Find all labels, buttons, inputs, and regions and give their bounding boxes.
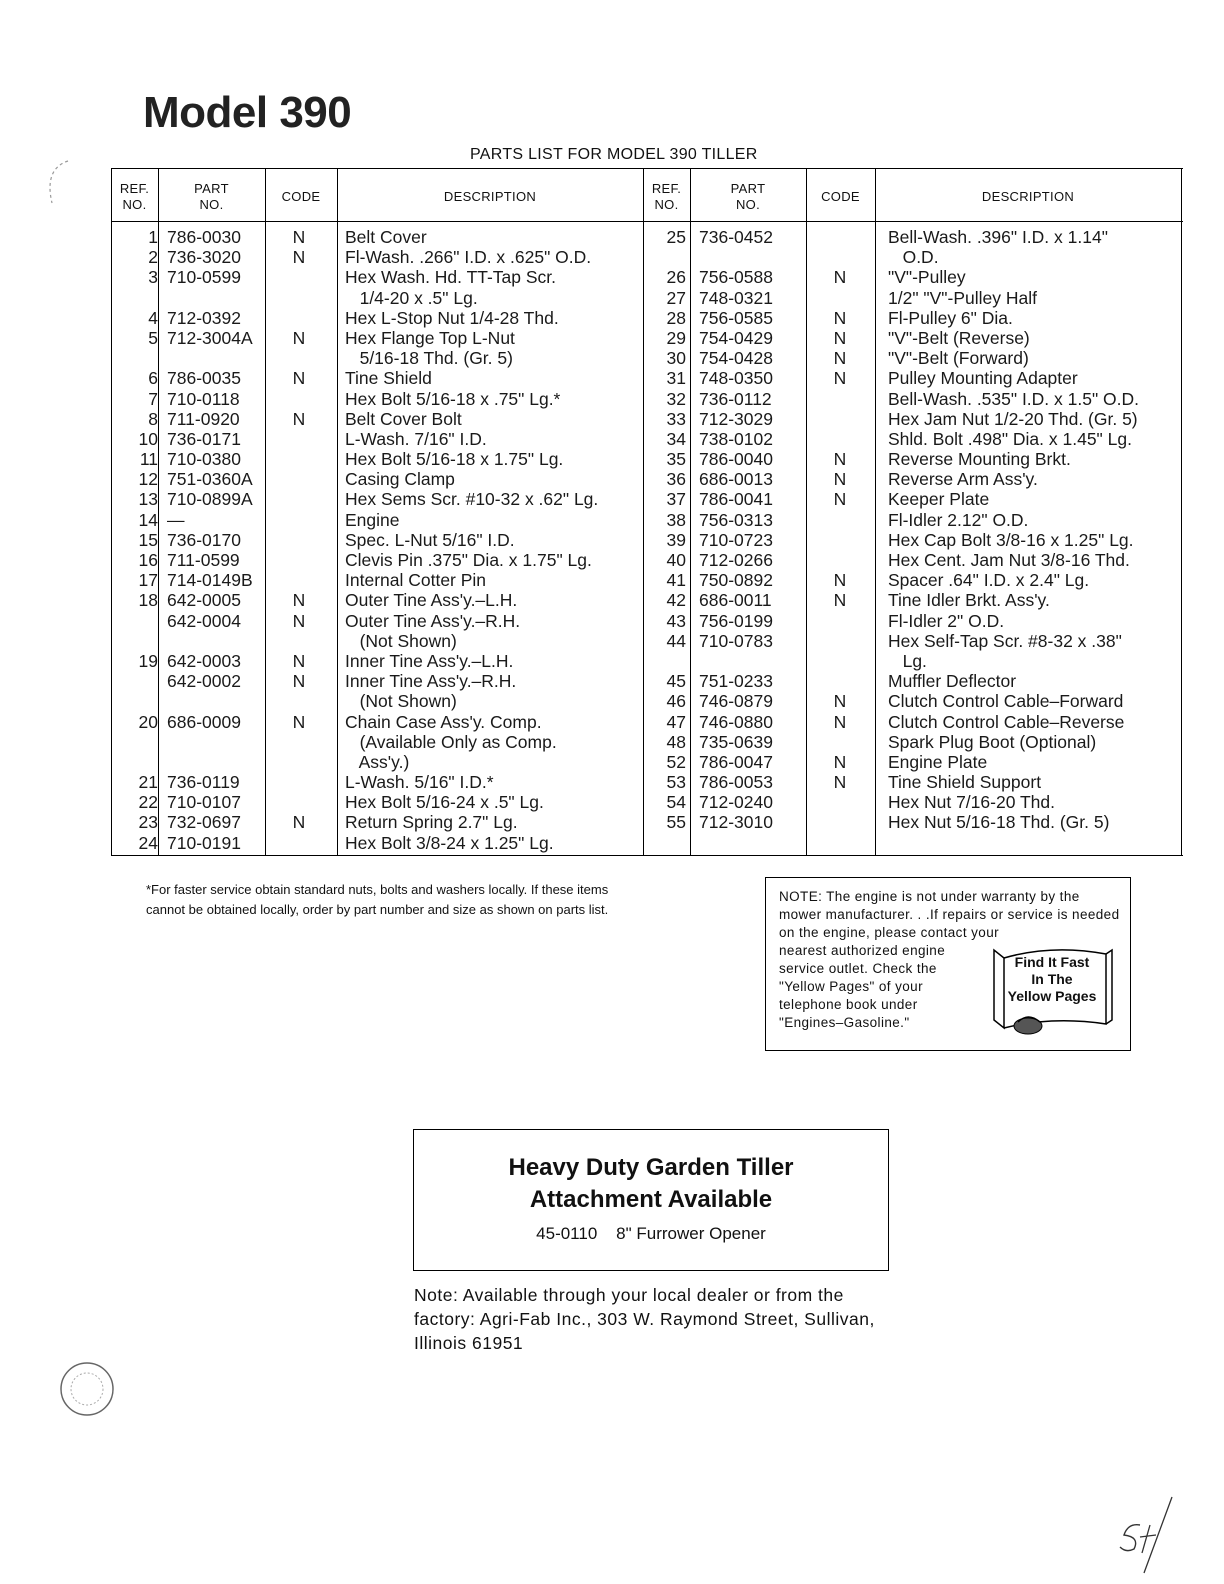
left-part-cell [167, 732, 253, 752]
badge-line-3: Yellow Pages [1007, 988, 1097, 1004]
header-description: DESCRIPTION [443, 189, 537, 204]
header-code: CODE [281, 189, 321, 204]
badge-line-1: Find It Fast [1014, 954, 1090, 970]
left-ref-cell: 13 [138, 489, 158, 510]
parts-table [111, 168, 1183, 856]
right-ref-cell: 54 [666, 792, 686, 813]
left-part-cell: 712-0392 [167, 307, 241, 328]
left-code-cell [264, 833, 334, 853]
left-ref-cell: 7 [148, 388, 158, 409]
right-code-cell: N [833, 590, 847, 611]
page-title: Model 390 [143, 88, 352, 137]
left-desc-cell: Hex Wash. Hd. TT-Tap Scr. [345, 267, 557, 288]
left-desc-cell: L-Wash. 5/16" I.D.* [345, 772, 494, 793]
left-part-cell: 710-0191 [167, 832, 241, 853]
left-ref-cell: 5 [148, 327, 158, 348]
left-code-cell [264, 550, 334, 570]
left-ref-cell: 21 [138, 772, 158, 793]
left-part-cell: 711-0599 [167, 550, 240, 570]
right-code-cell [805, 429, 875, 449]
left-desc-cell: (Not Shown) [345, 691, 457, 712]
left-ref-cell [116, 671, 158, 691]
left-code-cell [264, 570, 334, 590]
left-part-cell: 736-0119 [167, 772, 240, 793]
right-part-cell: 712-3010 [699, 812, 773, 833]
left-desc-cell: Outer Tine Ass'y.–R.H. [345, 610, 521, 631]
left-part-cell: 736-0171 [167, 428, 241, 449]
right-ref-cell [638, 247, 686, 267]
right-ref-cell: 41 [666, 570, 686, 591]
left-part-cell [167, 752, 253, 772]
left-code-cell: N [292, 650, 306, 671]
left-code-cell [264, 288, 334, 308]
right-part-cell: 710-0723 [699, 529, 773, 550]
right-part-cell: 712-3029 [699, 408, 773, 429]
right-ref-cell: 44 [666, 630, 686, 651]
right-part-cell [699, 651, 773, 671]
left-desc-cell: (Available Only as Comp. [345, 731, 557, 752]
left-ref-cell [116, 732, 158, 752]
left-code-cell: N [292, 408, 306, 429]
left-part-cell [167, 691, 253, 711]
right-code-cell: N [833, 489, 847, 510]
left-ref-cell: 15 [138, 529, 158, 550]
right-ref-cell: 48 [666, 731, 686, 752]
left-ref-cell: 6 [148, 368, 158, 389]
right-ref-cell: 27 [666, 287, 686, 308]
right-part-cell: 710-0783 [699, 630, 773, 651]
header-code-2: CODE [821, 189, 860, 204]
right-part-cell: 756-0313 [699, 509, 773, 530]
right-ref-cell: 28 [666, 307, 686, 328]
right-ref-cell: 39 [666, 529, 686, 550]
right-desc-cell: "V"-Belt (Forward) [888, 348, 1029, 369]
left-part-cell: 710-0899A [167, 489, 253, 510]
right-desc-cell: Fl-Pulley 6" Dia. [888, 307, 1013, 328]
left-ref-cell: 17 [138, 570, 158, 591]
left-code-cell [264, 389, 334, 409]
left-ref-cell [116, 288, 158, 308]
note-text-top: NOTE: The engine is not under warranty by the mower manufacturer. . .If repairs or service is needed on the engine, please contact your [779, 889, 1120, 940]
right-desc-cell: Reverse Arm Ass'y. [888, 469, 1038, 490]
right-part-cell: 748-0321 [699, 287, 773, 308]
right-part-cell: 754-0429 [699, 327, 773, 348]
right-part-cell: 748-0350 [699, 368, 773, 389]
left-desc-cell: Ass'y.) [345, 751, 410, 772]
right-code-cell: N [833, 267, 847, 288]
left-desc-cell: Hex Bolt 5/16-18 x 1.75" Lg. [345, 449, 564, 470]
yellow-pages-badge [988, 942, 1116, 1042]
left-desc-cell: Inner Tine Ass'y.–L.H. [345, 650, 514, 671]
left-desc-cell: Hex Bolt 5/16-24 x .5" Lg. [345, 792, 544, 813]
left-code-cell: N [292, 590, 306, 611]
right-desc-cell: Keeper Plate [888, 489, 990, 510]
right-part-cell: 736-0452 [699, 227, 773, 247]
right-code-cell [805, 671, 875, 691]
badge-line-2: In The [1031, 971, 1073, 987]
left-part-cell: — [167, 509, 185, 530]
right-desc-cell: Hex Nut 7/16-20 Thd. [888, 792, 1055, 813]
right-ref-cell: 37 [666, 489, 686, 510]
left-ref-cell [116, 691, 158, 711]
left-desc-cell: Casing Clamp [345, 469, 455, 490]
left-code-cell: N [292, 711, 306, 732]
right-part-cell: 712-0266 [699, 550, 773, 570]
left-desc-cell: Internal Cotter Pin [345, 570, 487, 591]
right-desc-cell: Spark Plug Boot (Optional) [888, 731, 1097, 752]
right-code-cell [805, 651, 875, 671]
left-part-cell: 686-0009 [167, 711, 241, 732]
right-ref-cell: 43 [666, 610, 686, 631]
right-ref-cell: 32 [666, 388, 686, 409]
ref-no-column-2 [638, 227, 686, 833]
left-part-cell: 711-0920 [167, 408, 240, 429]
attachment-item: 45-0110 8" Furrower Opener [536, 1224, 766, 1243]
right-ref-cell: 35 [666, 449, 686, 470]
right-part-cell: 712-0240 [699, 792, 773, 813]
right-desc-cell: Tine Shield Support [888, 772, 1042, 793]
right-desc-cell: Spacer .64" I.D. x 2.4" Lg. [888, 570, 1090, 591]
left-desc-cell: Belt Cover [345, 227, 427, 247]
left-part-cell: 642-0003 [167, 650, 241, 671]
left-code-cell [264, 691, 334, 711]
right-code-cell: N [833, 691, 847, 712]
left-part-cell: 642-0005 [167, 590, 241, 611]
left-code-cell [264, 772, 334, 792]
ref-no-column [116, 227, 158, 853]
right-part-cell: 756-0585 [699, 307, 773, 328]
right-part-cell: 786-0053 [699, 772, 773, 793]
right-desc-cell: Shld. Bolt .498" Dia. x 1.45" Lg. [888, 428, 1132, 449]
right-code-cell [805, 288, 875, 308]
left-desc-cell: Chain Case Ass'y. Comp. [345, 711, 542, 732]
right-ref-cell: 26 [666, 267, 686, 288]
left-part-cell [167, 288, 253, 308]
left-code-cell: N [292, 227, 306, 247]
left-ref-cell [116, 348, 158, 368]
left-part-cell: 710-0599 [167, 267, 241, 288]
left-desc-cell: Hex Bolt 5/16-18 x .75" Lg.* [345, 388, 561, 409]
header-ref-no: REF. NO. [119, 181, 150, 212]
left-ref-cell [116, 631, 158, 651]
right-desc-cell: "V"-Pulley [888, 267, 966, 288]
right-part-cell: 686-0013 [699, 469, 773, 490]
left-ref-cell [116, 611, 158, 631]
left-code-cell [264, 530, 334, 550]
right-code-cell [805, 550, 875, 570]
right-code-cell: N [833, 449, 847, 470]
dealer-note: Note: Available through your local dealer or from the factory: Agri-Fab Inc., 303 W. Raymond Street, Sullivan, Illinois 61951 [414, 1285, 875, 1353]
right-part-cell: 746-0880 [699, 711, 773, 732]
right-desc-cell: Fl-Idler 2.12" O.D. [888, 509, 1029, 530]
left-part-cell: 642-0004 [167, 610, 241, 631]
stamp-seal [56, 1358, 118, 1420]
left-ref-cell: 10 [138, 428, 158, 449]
right-part-cell: 735-0639 [699, 731, 773, 752]
left-ref-cell: 23 [138, 812, 158, 833]
yellow-pages-label [996, 954, 1108, 1005]
left-code-cell [264, 348, 334, 368]
footnote: *For faster service obtain standard nuts, bolts and washers locally. If these items cannot be obtained locally, order by part number and size as shown on parts list. [146, 882, 609, 917]
note-text-left: nearest authorized engine service outlet. Check the "Yellow Pages" of your telephone book under "Engines–Gasoline." [779, 943, 946, 1030]
right-ref-cell: 25 [666, 227, 686, 247]
right-part-cell: 786-0047 [699, 751, 773, 772]
left-code-cell [264, 469, 334, 489]
left-desc-cell: Tine Shield [345, 368, 432, 389]
left-code-cell: N [292, 812, 306, 833]
right-code-cell [805, 409, 875, 429]
right-code-cell [805, 792, 875, 812]
right-code-cell [805, 732, 875, 752]
right-ref-cell: 33 [666, 408, 686, 429]
right-part-cell: 736-0112 [699, 388, 772, 409]
right-code-cell [805, 389, 875, 409]
left-part-cell: 712-3004A [167, 327, 253, 348]
right-code-cell: N [833, 348, 847, 369]
left-desc-cell: Hex Sems Scr. #10-32 x .62" Lg. [345, 489, 599, 510]
left-desc-cell: (Not Shown) [345, 630, 457, 651]
left-ref-cell: 8 [148, 408, 158, 429]
part-no-column-2 [699, 227, 773, 833]
header-part-no: PART NO. [194, 181, 229, 212]
left-code-cell [264, 429, 334, 449]
right-code-cell: N [833, 307, 847, 328]
right-part-cell: 750-0892 [699, 570, 773, 591]
right-part-cell: 746-0879 [699, 691, 773, 712]
left-code-cell [264, 792, 334, 812]
right-desc-cell: Hex Nut 5/16-18 Thd. (Gr. 5) [888, 812, 1110, 833]
right-ref-cell: 38 [666, 509, 686, 530]
right-code-cell [805, 631, 875, 651]
right-part-cell [699, 247, 773, 267]
right-code-cell: N [833, 469, 847, 490]
right-ref-cell: 30 [666, 348, 686, 369]
left-part-cell [167, 348, 253, 368]
left-code-cell [264, 752, 334, 772]
right-desc-cell: Hex Cap Bolt 3/8-16 x 1.25" Lg. [888, 529, 1134, 550]
right-ref-cell: 31 [666, 368, 686, 389]
right-desc-cell: Tine Idler Brkt. Ass'y. [888, 590, 1050, 611]
punch-hole-mark [40, 155, 80, 215]
left-ref-cell: 2 [148, 247, 158, 268]
header-description-2: DESCRIPTION [981, 189, 1075, 204]
left-part-cell: 751-0360A [167, 469, 253, 490]
left-ref-cell: 11 [139, 449, 158, 470]
attachment-title-line-2: Attachment Available [529, 1186, 773, 1213]
right-ref-cell: 40 [666, 550, 686, 570]
right-ref-cell: 46 [666, 691, 686, 712]
left-ref-cell: 20 [138, 711, 158, 732]
right-desc-cell: Reverse Mounting Brkt. [888, 449, 1071, 470]
left-code-cell: N [292, 671, 306, 692]
right-part-cell: 756-0588 [699, 267, 773, 288]
right-desc-cell: Clutch Control Cable–Reverse [888, 711, 1125, 732]
right-ref-cell: 55 [666, 812, 686, 833]
left-part-cell: 710-0380 [167, 449, 241, 470]
description-column [345, 227, 598, 853]
left-desc-cell: Fl-Wash. .266" I.D. x .625" O.D. [345, 247, 592, 268]
left-ref-cell: 18 [138, 590, 158, 611]
left-code-cell: N [292, 368, 306, 389]
right-desc-cell: Fl-Idler 2" O.D. [888, 610, 1005, 631]
left-desc-cell: Spec. L-Nut 5/16" I.D. [345, 529, 515, 550]
left-part-cell [167, 631, 253, 651]
right-desc-cell: Muffler Deflector [888, 671, 1017, 692]
right-code-cell [805, 247, 875, 267]
attachment-title-line-1: Heavy Duty Garden Tiller [508, 1154, 794, 1181]
left-code-cell [264, 631, 334, 651]
right-desc-cell: O.D. [888, 247, 939, 268]
part-no-column [167, 227, 253, 853]
right-ref-cell: 34 [666, 428, 686, 449]
left-code-cell [264, 449, 334, 469]
left-desc-cell: L-Wash. 7/16" I.D. [345, 428, 487, 449]
right-part-cell: 786-0041 [699, 489, 773, 510]
right-code-cell: N [833, 751, 847, 772]
left-part-cell: 714-0149B [167, 570, 253, 591]
left-ref-cell: 3 [148, 267, 158, 288]
left-code-cell [264, 732, 334, 752]
right-desc-cell: Bell-Wash. .396" I.D. x 1.14" [888, 227, 1108, 247]
left-desc-cell: Hex Flange Top L-Nut [345, 327, 515, 348]
right-ref-cell: 53 [666, 772, 686, 793]
right-code-cell [805, 812, 875, 832]
left-ref-cell: 14 [138, 509, 158, 530]
right-code-cell: N [833, 368, 847, 389]
handwritten-page-mark [1110, 1495, 1190, 1575]
right-code-cell: N [833, 570, 847, 591]
left-desc-cell: 5/16-18 Thd. (Gr. 5) [345, 348, 513, 369]
left-code-cell [264, 267, 334, 287]
right-desc-cell: Lg. [888, 650, 927, 671]
right-code-cell [805, 227, 875, 247]
left-desc-cell: Return Spring 2.7" Lg. [345, 812, 518, 833]
left-code-cell [264, 510, 334, 530]
header-part-no-2: PART NO. [730, 181, 766, 212]
left-part-cell: 736-3020 [167, 247, 241, 268]
right-ref-cell [638, 651, 686, 671]
right-part-cell: 786-0040 [699, 449, 773, 470]
left-ref-cell: 22 [138, 792, 158, 813]
left-part-cell: 736-0170 [167, 529, 241, 550]
right-ref-cell: 45 [666, 671, 686, 692]
engine-warranty-note [765, 877, 1131, 1051]
left-desc-cell: Belt Cover Bolt [345, 408, 462, 429]
right-desc-cell: Hex Self-Tap Scr. #8-32 x .38" [888, 630, 1122, 651]
left-desc-cell: Hex Bolt 3/8-24 x 1.25" Lg. [345, 832, 554, 853]
left-ref-cell: 24 [138, 832, 158, 853]
right-part-cell: 756-0199 [699, 610, 773, 631]
attachment-title [414, 1152, 888, 1216]
right-desc-cell: Clutch Control Cable–Forward [888, 691, 1124, 712]
left-part-cell: 710-0107 [167, 792, 241, 813]
header-ref-no-2: REF. NO. [651, 181, 682, 212]
description-column-2 [888, 227, 1139, 833]
right-code-cell [805, 530, 875, 550]
right-ref-cell: 47 [666, 711, 686, 732]
right-code-cell: N [833, 327, 847, 348]
left-desc-cell: Clevis Pin .375" Dia. x 1.75" Lg. [345, 550, 592, 570]
left-part-cell: 786-0035 [167, 368, 241, 389]
left-part-cell: 642-0002 [167, 671, 241, 692]
code-column [264, 227, 334, 853]
left-ref-cell: 1 [148, 227, 158, 247]
parts-list-heading: PARTS LIST FOR MODEL 390 TILLER [470, 146, 758, 163]
left-code-cell [264, 308, 334, 328]
right-part-cell: 738-0102 [699, 428, 773, 449]
right-ref-cell: 36 [666, 469, 686, 490]
right-code-cell [805, 510, 875, 530]
left-part-cell: 710-0118 [167, 388, 240, 409]
left-part-cell: 786-0030 [167, 227, 241, 247]
right-ref-cell: 42 [666, 590, 686, 611]
right-code-cell: N [833, 711, 847, 732]
code-column-2 [805, 227, 875, 833]
left-desc-cell: Hex L-Stop Nut 1/4-28 Thd. [345, 307, 559, 328]
left-ref-cell: 16 [138, 550, 158, 570]
left-desc-cell: Engine [345, 509, 400, 530]
left-code-cell: N [292, 247, 306, 268]
left-ref-cell: 4 [148, 307, 158, 328]
right-ref-cell: 52 [666, 751, 686, 772]
right-desc-cell: Bell-Wash. .535" I.D. x 1.5" O.D. [888, 388, 1140, 409]
right-desc-cell: "V"-Belt (Reverse) [888, 327, 1030, 348]
left-desc-cell: Outer Tine Ass'y.–L.H. [345, 590, 518, 611]
right-desc-cell: Pulley Mounting Adapter [888, 368, 1078, 389]
right-ref-cell: 29 [666, 327, 686, 348]
right-desc-cell: 1/2" "V"-Pulley Half [888, 287, 1037, 308]
left-code-cell: N [292, 610, 306, 631]
left-code-cell: N [292, 327, 306, 348]
left-part-cell: 732-0697 [167, 812, 241, 833]
right-desc-cell: Hex Jam Nut 1/2-20 Thd. (Gr. 5) [888, 408, 1138, 429]
left-desc-cell: Inner Tine Ass'y.–R.H. [345, 671, 517, 692]
right-part-cell: 754-0428 [699, 348, 773, 369]
right-desc-cell: Hex Cent. Jam Nut 3/8-16 Thd. [888, 550, 1130, 570]
attachment-box [413, 1129, 889, 1271]
left-ref-cell [116, 752, 158, 772]
left-code-cell [264, 489, 334, 509]
right-part-cell: 686-0011 [699, 590, 772, 611]
right-code-cell [805, 611, 875, 631]
right-code-cell: N [833, 772, 847, 793]
right-desc-cell: Engine Plate [888, 751, 988, 772]
left-ref-cell: 12 [138, 469, 158, 490]
left-desc-cell: 1/4-20 x .5" Lg. [345, 287, 478, 308]
right-part-cell: 751-0233 [699, 671, 773, 692]
left-ref-cell: 19 [138, 650, 158, 671]
